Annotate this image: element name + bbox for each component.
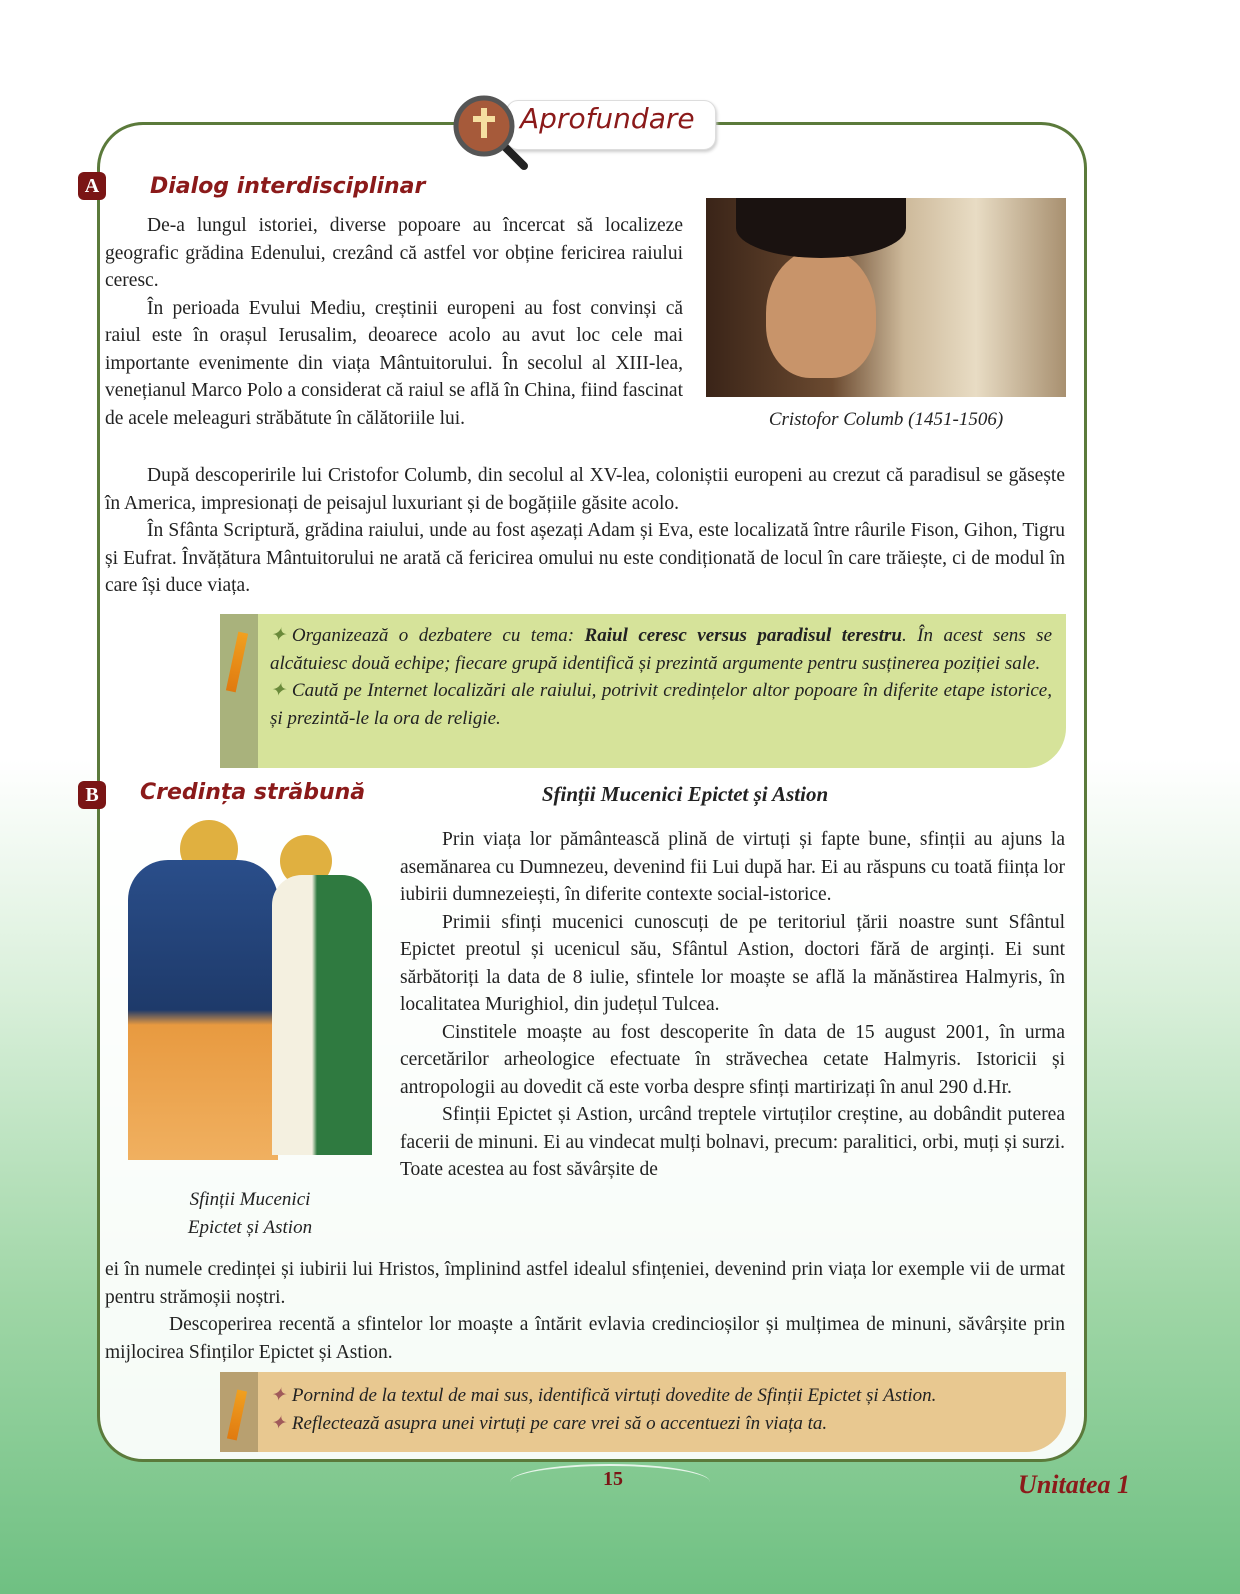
saints-caption	[140, 1186, 360, 1242]
section-b-text	[400, 826, 1065, 1184]
task-item: ✦ Caută pe Internet localizări ale raiului, potrivit credințelor altor popoare în diferite etape istorice, și prezintă-le la ora de religie.	[270, 680, 1052, 729]
task-box-a	[220, 614, 1066, 768]
star-bullet-icon: ✦	[270, 1385, 286, 1406]
section-a-title: Dialog interdisciplinar	[150, 174, 426, 199]
paragraph: În Sfânta Scriptură, grădina raiului, unde au fost așezați Adam și Eva, este localizată între râurile Fison, Gihon, Tigru și Eufrat. Învățătura Mântuitorului ne arată că fericirea omului nu este condiționată de locul în care trăiește, ci de modul în care își duce viața.	[105, 520, 1065, 596]
paragraph: De-a lungul istoriei, diverse popoare au încercat să localizeze geografic grădina Edenului, crezând că astfel vor obține fericirea raiului ceresc.	[105, 215, 683, 291]
section-a-text	[105, 212, 683, 432]
task-box-b	[220, 1372, 1066, 1452]
paragraph: Prin viața lor pământească plină de virtuți și fapte bune, sfinții au ajuns la asemănarea cu Dumnezeu, devenind fii Lui după har. Ei au răspuns cu toată ființa lor iubirii dumnezeiești, în diferite contexte social-istorice.	[400, 829, 1065, 905]
section-b-text-full	[105, 1256, 1065, 1366]
section-b-subtitle: Sfinții Mucenici Epictet și Astion	[541, 782, 829, 806]
task-strip	[220, 614, 258, 768]
section-header	[448, 90, 720, 158]
columbus-image	[706, 198, 1066, 397]
task-strip	[220, 1372, 258, 1452]
section-b-title: Credința străbună	[140, 780, 366, 805]
caption-line: Epictet și Astion	[187, 1217, 313, 1238]
section-b-badge: B	[78, 781, 106, 809]
star-bullet-icon: ✦	[270, 625, 286, 646]
star-bullet-icon: ✦	[270, 680, 286, 701]
star-bullet-icon: ✦	[270, 1412, 286, 1434]
page-number: 15	[603, 1468, 623, 1490]
paragraph: Cinstitele moaște au fost descoperite în data de 15 august 2001, în urma cercetărilor arheologice efectuate în străvechea cetate Halmyris. Istoricii și antropologii au dovedit că este vorba despre sfinți martirizați în anul 290 d.Hr.	[400, 1021, 1065, 1098]
task-item: ✦ Organizează o dezbatere cu tema: Raiul ceresc versus paradisul terestru. În acest sens se alcătuiesc două echipe; fiecare grupă identifică și prezintă argumente pentru susținerea poziției sale.	[270, 625, 1052, 674]
paragraph: Sfinții Epictet și Astion, urcând treptele virtuților creștine, au dobândit puterea facerii de minuni. Ei au vindecat mulți bolnavi, precum: paralitici, orbi, muți și surzi. Toate acestea au fost săvârșite de	[400, 1104, 1065, 1180]
saints-icon-image	[120, 820, 385, 1170]
section-a-text-full	[105, 462, 1065, 600]
paragraph: ei în numele credinței și iubirii lui Hristos, împlinind astfel idealul sfințeniei, devenind prin viața lor exemple vii de urmat pentru strămoșii noștri.	[105, 1259, 1065, 1308]
caption-line: Sfinții Mucenici	[189, 1189, 311, 1210]
paragraph: În perioada Evului Mediu, creștinii europeni au fost convinși că raiul este în orașul Ierusalim, deoarece acolo au avut loc cele mai importante evenimente din viața Mântuitorului. În secolul al XIII-lea, venețianul Marco Polo a considerat că raiul se află în China, fiind fascinat de acele meleaguri străbătute în călătoriile lui.	[105, 297, 683, 429]
paragraph: Descoperirea recentă a sfintelor lor moaște a întărit evlavia credincioșilor și mulțimea de minuni, săvârșite prin mijlocirea Sfinților Epictet și Astion.	[105, 1314, 1065, 1363]
unit-label: Unitatea 1	[1018, 1470, 1130, 1499]
task-item: ✦ Pornind de la textul de mai sus, identifică virtuți dovedite de Sfinții Epictet și Astion.	[270, 1385, 937, 1406]
paragraph: După descoperirile lui Cristofor Columb, din secolul al XV-lea, coloniștii europeni au crezut că paradisul se găsește în America, impresionați de peisajul luxuriant și de bogățiile găsite acolo.	[105, 465, 1065, 514]
task-item: ✦ Reflectează asupra unei virtuți pe care vrei să o accentuezi în viața ta.	[270, 1412, 828, 1434]
pencil-icon	[226, 632, 248, 693]
header-title: Aprofundare	[520, 102, 695, 135]
pencil-icon	[227, 1390, 247, 1441]
magnifier-bible-icon	[448, 90, 528, 170]
columbus-caption: Cristofor Columb (1451-1506)	[768, 409, 1004, 430]
paragraph: Primii sfinți mucenici cunoscuți de pe teritoriul țării noastre sunt Sfântul Epictet preotul și ucenicul său, Sfântul Astion, doctori fără de arginți. Ei sunt sărbătoriți la data de 8 iulie, sfintele lor moaște se află la mănăstirea Halmyris, în localitatea Murighiol, din județul Tulcea.	[400, 911, 1065, 1015]
section-a-badge: A	[78, 172, 106, 200]
